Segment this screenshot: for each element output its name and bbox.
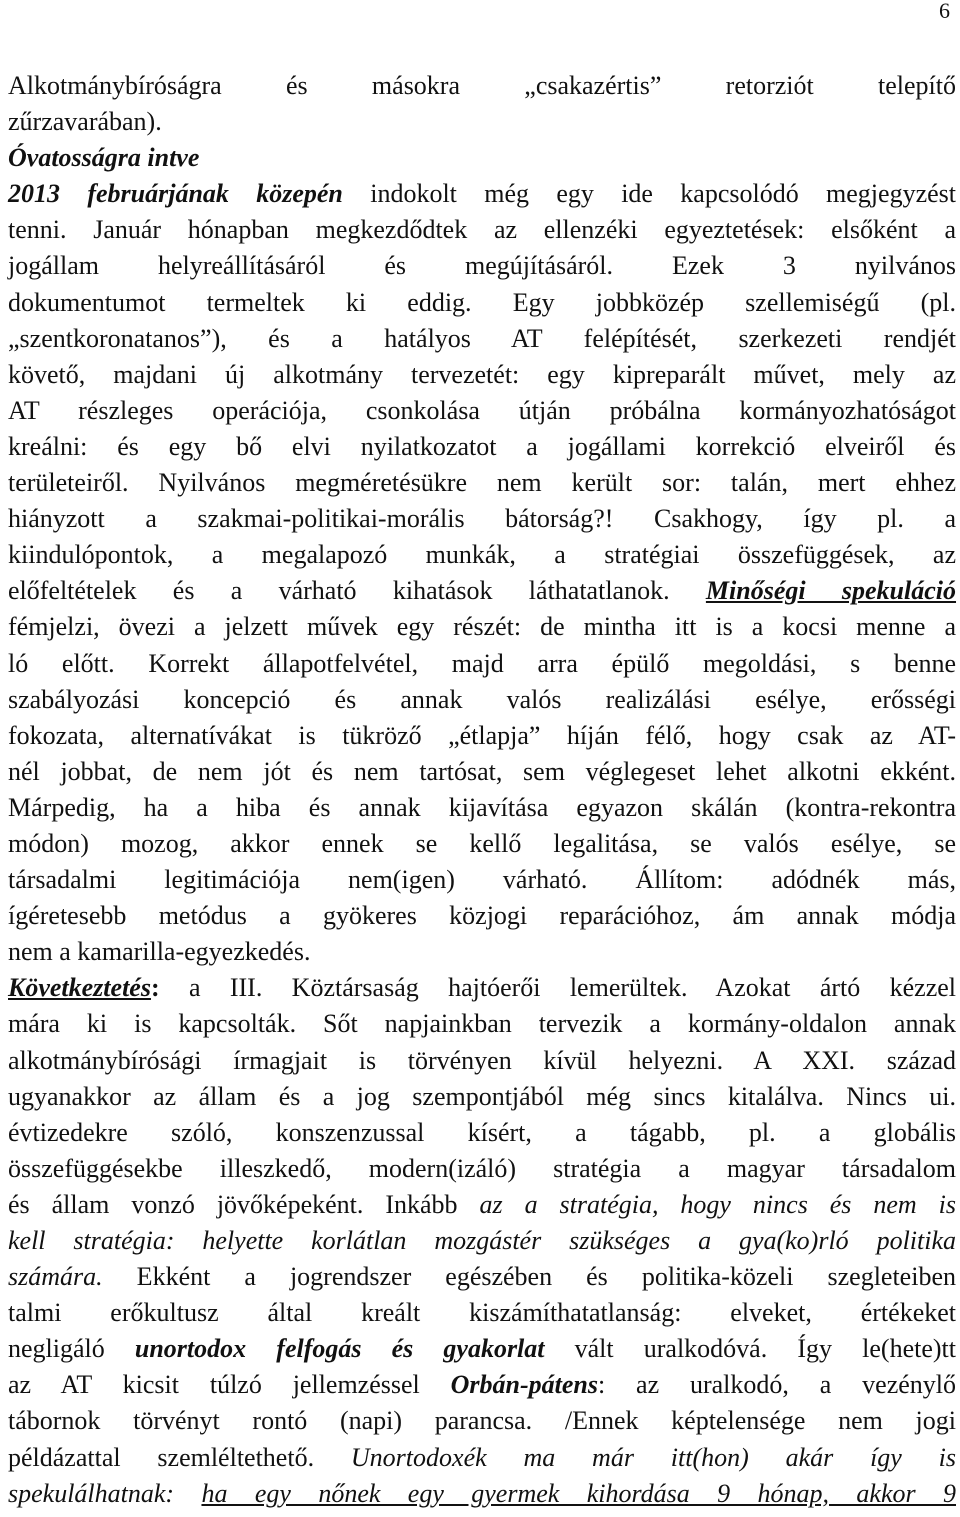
text-line xyxy=(8,1295,956,1331)
text-line xyxy=(8,1259,956,1295)
text-line xyxy=(8,248,956,284)
text-line xyxy=(8,1331,956,1367)
text-run: tenni. Január hónapban megkezdődtek az ellenzéki egyeztetések: elsőként a xyxy=(8,215,956,245)
text-line xyxy=(8,393,956,429)
text-run: szabályozási koncepció és annak valós realizálási esélye, erősségi xyxy=(8,684,956,714)
text-run: AT részleges operációja, csonkolása útján próbálna kormányozhatóságot xyxy=(8,395,956,425)
text-run: jogállam helyreállításáról és megújításáról. Ezek 3 nyilvános xyxy=(8,251,956,281)
text-run: tábornok törvényt rontó (napi) parancsa. /Ennek képtelensége nem jogi xyxy=(8,1406,956,1436)
text-line xyxy=(8,357,956,393)
text-line xyxy=(8,537,956,573)
text-run: Márpedig, ha a hiba és annak kijavítása egyazon skálán (kontra-rekontra xyxy=(8,792,956,822)
text-run: kreálni: és egy bő elvi nyilatkozatot a jogállami korrekció elveiről és xyxy=(8,431,956,461)
text-run: spekulálhatnak: xyxy=(8,1478,202,1508)
text-run: negligáló xyxy=(8,1334,135,1364)
text-run: hiányzott a szakmai-politikai-morális bátorság?! Csakhogy, így pl. a xyxy=(8,504,956,534)
text-run: indokolt még egy ide kapcsolódó megjegyzést xyxy=(342,179,956,209)
text-line xyxy=(8,646,956,682)
text-line xyxy=(8,970,956,1006)
text-run: alkotmánybírósági írmagjait is törvényen kívül helyezni. A XXI. század xyxy=(8,1045,956,1075)
text-line xyxy=(8,1115,956,1151)
text-run: Óvatosságra intve xyxy=(8,143,200,173)
text-run: talmi erőkultusz által kreált kiszámíthatatlanság: elveket, értékeket xyxy=(8,1298,956,1328)
text-run: Következtetés xyxy=(8,973,151,1003)
text-run: Orbán-pátens xyxy=(450,1370,598,1400)
text-run: : az uralkodó, a vezénylő xyxy=(597,1370,957,1400)
text-line xyxy=(8,285,956,321)
text-run: mára ki is kapcsolták. Sőt napjainkban tervezik a kormány-oldalon annak xyxy=(8,1009,956,1039)
text-line xyxy=(8,826,956,862)
text-line xyxy=(8,1476,956,1512)
text-run: Alkotmánybíróságra és másokra „csakazértis” retorziót telepítő xyxy=(8,71,956,100)
text-line xyxy=(8,321,956,357)
text-run: vált uralkodóvá. Így le(hete)tt xyxy=(544,1334,956,1364)
text-line xyxy=(8,501,956,537)
text-line xyxy=(8,212,956,248)
text-line xyxy=(8,140,956,176)
text-run: társadalmi legitimációja nem(igen) várható. Állítom: adódnék más, xyxy=(8,865,956,895)
text-run: : xyxy=(150,973,160,1003)
text-run: számára. xyxy=(8,1262,103,1292)
text-line xyxy=(8,1006,956,1042)
text-run: a III. Köztársaság hajtóerői lemerültek. Azokat ártó kézzel xyxy=(159,973,956,1003)
text-run: Minőségi spekuláció xyxy=(705,576,957,606)
text-line xyxy=(8,1043,956,1079)
text-run: és állam vonzó jövőképeként. Inkább xyxy=(8,1189,480,1219)
text-run: „szentkoronatanos”), és a hatályos AT felépítését, szerkezeti rendjét xyxy=(8,323,956,353)
text-run: követő, majdani új alkotmány tervezetét: egy kipreparált művet, mely az xyxy=(8,359,956,389)
text-run: kiindulópontok, a megalapozó munkák, a stratégiai összefüggések, az xyxy=(8,540,956,570)
text-run: az AT kicsit túlzó jellemzéssel xyxy=(8,1370,451,1400)
text-line xyxy=(8,1151,956,1187)
text-line xyxy=(8,898,956,934)
text-run: zűrzavarában). xyxy=(8,107,162,137)
text-line xyxy=(8,754,956,790)
text-line xyxy=(8,862,956,898)
text-line xyxy=(8,1367,956,1403)
text-run: összefüggésekbe illeszkedő, modern(izáló) stratégia a magyar társadalom xyxy=(8,1153,956,1183)
text-line xyxy=(8,465,956,501)
text-run: nem a kamarilla-egyezkedés. xyxy=(8,937,311,967)
text-run: ugyanakkor az állam és a jog szempontjából még sincs kitalálva. Nincs ui. xyxy=(8,1081,956,1111)
text-line xyxy=(8,68,956,104)
text-run: Ekként a jogrendszer egészében és politika-közeli szegleteiben xyxy=(102,1262,956,1292)
text-line xyxy=(8,429,956,465)
body-text xyxy=(8,68,956,1512)
text-run: ló előtt. Korrekt állapotfelvétel, majd arra épülő megoldási, s benne xyxy=(8,648,956,678)
text-run: az a stratégia, hogy nincs és nem is xyxy=(479,1189,956,1219)
text-run: területeiről. Nyilvános megméretésükre nem került sor: talán, mert ehhez xyxy=(8,468,956,498)
text-run: Unortodoxék ma már itt(hon) akár így is xyxy=(350,1442,956,1472)
text-line xyxy=(8,1403,956,1439)
text-run: módon) mozog, akkor ennek se kellő legalitása, se valós esélye, se xyxy=(8,828,956,858)
text-run: dokumentumot termeltek ki eddig. Egy jobbközép szellemiségű (pl. xyxy=(8,287,956,317)
text-line xyxy=(8,609,956,645)
text-run: fémjelzi, övezi a jelzett művek egy részét: de mintha itt is a kocsi menne a xyxy=(8,612,956,642)
text-line xyxy=(8,790,956,826)
text-line xyxy=(8,718,956,754)
text-line xyxy=(8,1223,956,1259)
text-line xyxy=(8,1187,956,1223)
text-line xyxy=(8,573,956,609)
text-line xyxy=(8,934,956,970)
text-run: fokozata, alternatívákat is tükröző „étlapja” híján félő, hogy csak az AT- xyxy=(8,720,956,750)
text-run: előfeltételek és a várható kihatások láthatatlanok. xyxy=(8,576,706,606)
text-line xyxy=(8,1440,956,1476)
text-run: unortodox felfogás és gyakorlat xyxy=(134,1334,545,1364)
text-run: 2013 februárjának közepén xyxy=(8,179,343,209)
text-line xyxy=(8,682,956,718)
text-run: ha egy nőnek egy gyermek kihordása 9 hónap, akkor 9 xyxy=(201,1478,956,1508)
text-run: nél jobbat, de nem jót és nem tartósat, sem véglegeset lehet alkotni ekként. xyxy=(8,756,956,786)
text-run: ígéretesebb metódus a gyökeres közjogi reparációhoz, ám annak módja xyxy=(8,901,956,931)
text-line xyxy=(8,176,956,212)
text-line xyxy=(8,104,956,140)
page-number: 6 xyxy=(939,0,950,23)
text-run: példázattal szemléltethető. xyxy=(8,1442,351,1472)
text-line xyxy=(8,1079,956,1115)
text-run: kell stratégia: helyette korlátlan mozgástér szükséges a gya(ko)rló politika xyxy=(8,1226,956,1255)
text-run: évtizedekre szóló, konszenzussal kísért, a tágabb, pl. a globális xyxy=(8,1117,956,1147)
